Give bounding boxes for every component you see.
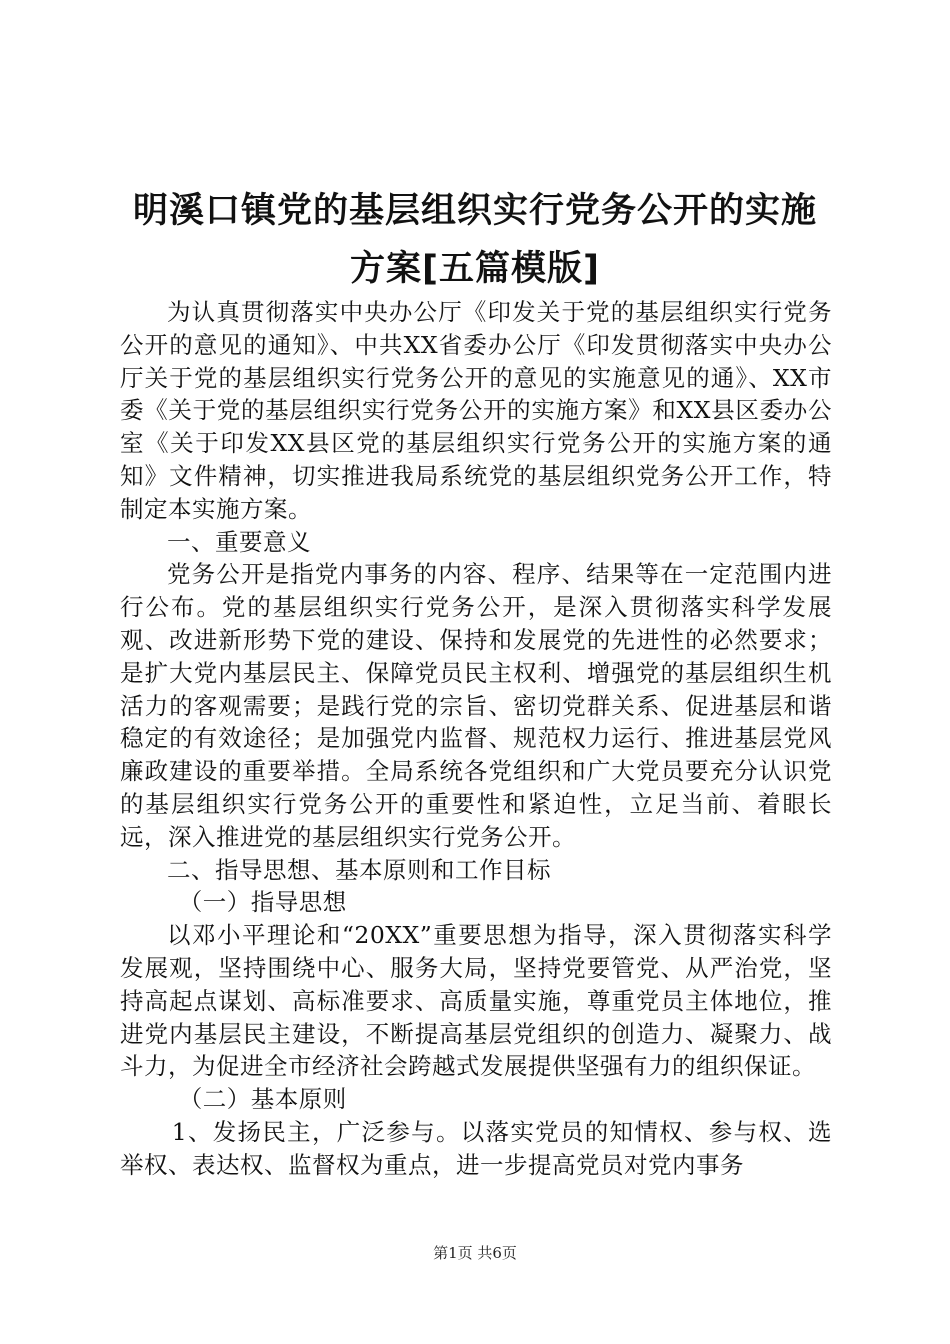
section-heading-significance: 一、重要意义	[167, 527, 311, 556]
paragraph-significance: 党务公开是指党内事务的内容、程序、结果等在一定范围内进行公布。党的基层组织实行党务公开，是深入贯彻落实科学发展观、改进新形势下党的建设、保持和发展党的先进性的必然要求；是扩大党内基层民主、保障党员民主权利、增强党的基层组织生机活力的客观需要；是践行党的宗旨、密切党群关系、促进基层和谐稳定的有效途径；是加强党内监督、规范权力运行、推进基层党风廉政建设的重要举措。全局系统各党组织和广大党员要充分认识党的基层组织实行党务公开的重要性和紧迫性，立足当前、着眼长远，深入推进党的基层组织实行党务公开。	[120, 560, 832, 851]
subheading-basic-principles: （二）基本原则	[178, 1085, 347, 1114]
section-heading-guiding-principles: 二、指导思想、基本原则和工作目标	[167, 855, 551, 884]
document-body	[120, 296, 832, 1182]
page-number-footer: 第1页 共6页	[433, 1244, 517, 1262]
paragraph-guiding-thought: 以邓小平理论和“20XX”重要思想为指导，深入贯彻落实科学发展观，坚持围绕中心、服务大局，坚持党要管党、从严治党，坚持高起点谋划、高标准要求、高质量实施，尊重党员主体地位，推进党内基层民主建设，不断提高基层党组织的创造力、凝聚力、战斗力，为促进全市经济社会跨越式发展提供坚强有力的组织保证。	[120, 921, 832, 1081]
list-item-democracy: 1、发扬民主，广泛参与。以落实党员的知情权、参与权、选举权、表达权、监督权为重点，进一步提高党员对党内事务	[120, 1117, 832, 1179]
document-title: 明溪口镇党的基层组织实行党务公开的实施方案[五篇模版]	[132, 191, 817, 289]
paragraph-intro: 为认真贯彻落实中央办公厅《印发关于党的基层组织实行党务公开的意见的通知》、中共XX省委办公厅《印发贯彻落实中央办公厅关于党的基层组织实行党务公开的意见的实施意见的通》、XX市委《关于党的基层组织实行党务公开的实施方案》和XX县区委办公室《关于印发XX县区党的基层组织实行党务公开的实施方案的通知》文件精神，切实推进我局系统党的基层组织党务公开工作，特制定本实施方案。	[120, 298, 832, 523]
subheading-guiding-thought: （一）指导思想	[178, 888, 347, 917]
